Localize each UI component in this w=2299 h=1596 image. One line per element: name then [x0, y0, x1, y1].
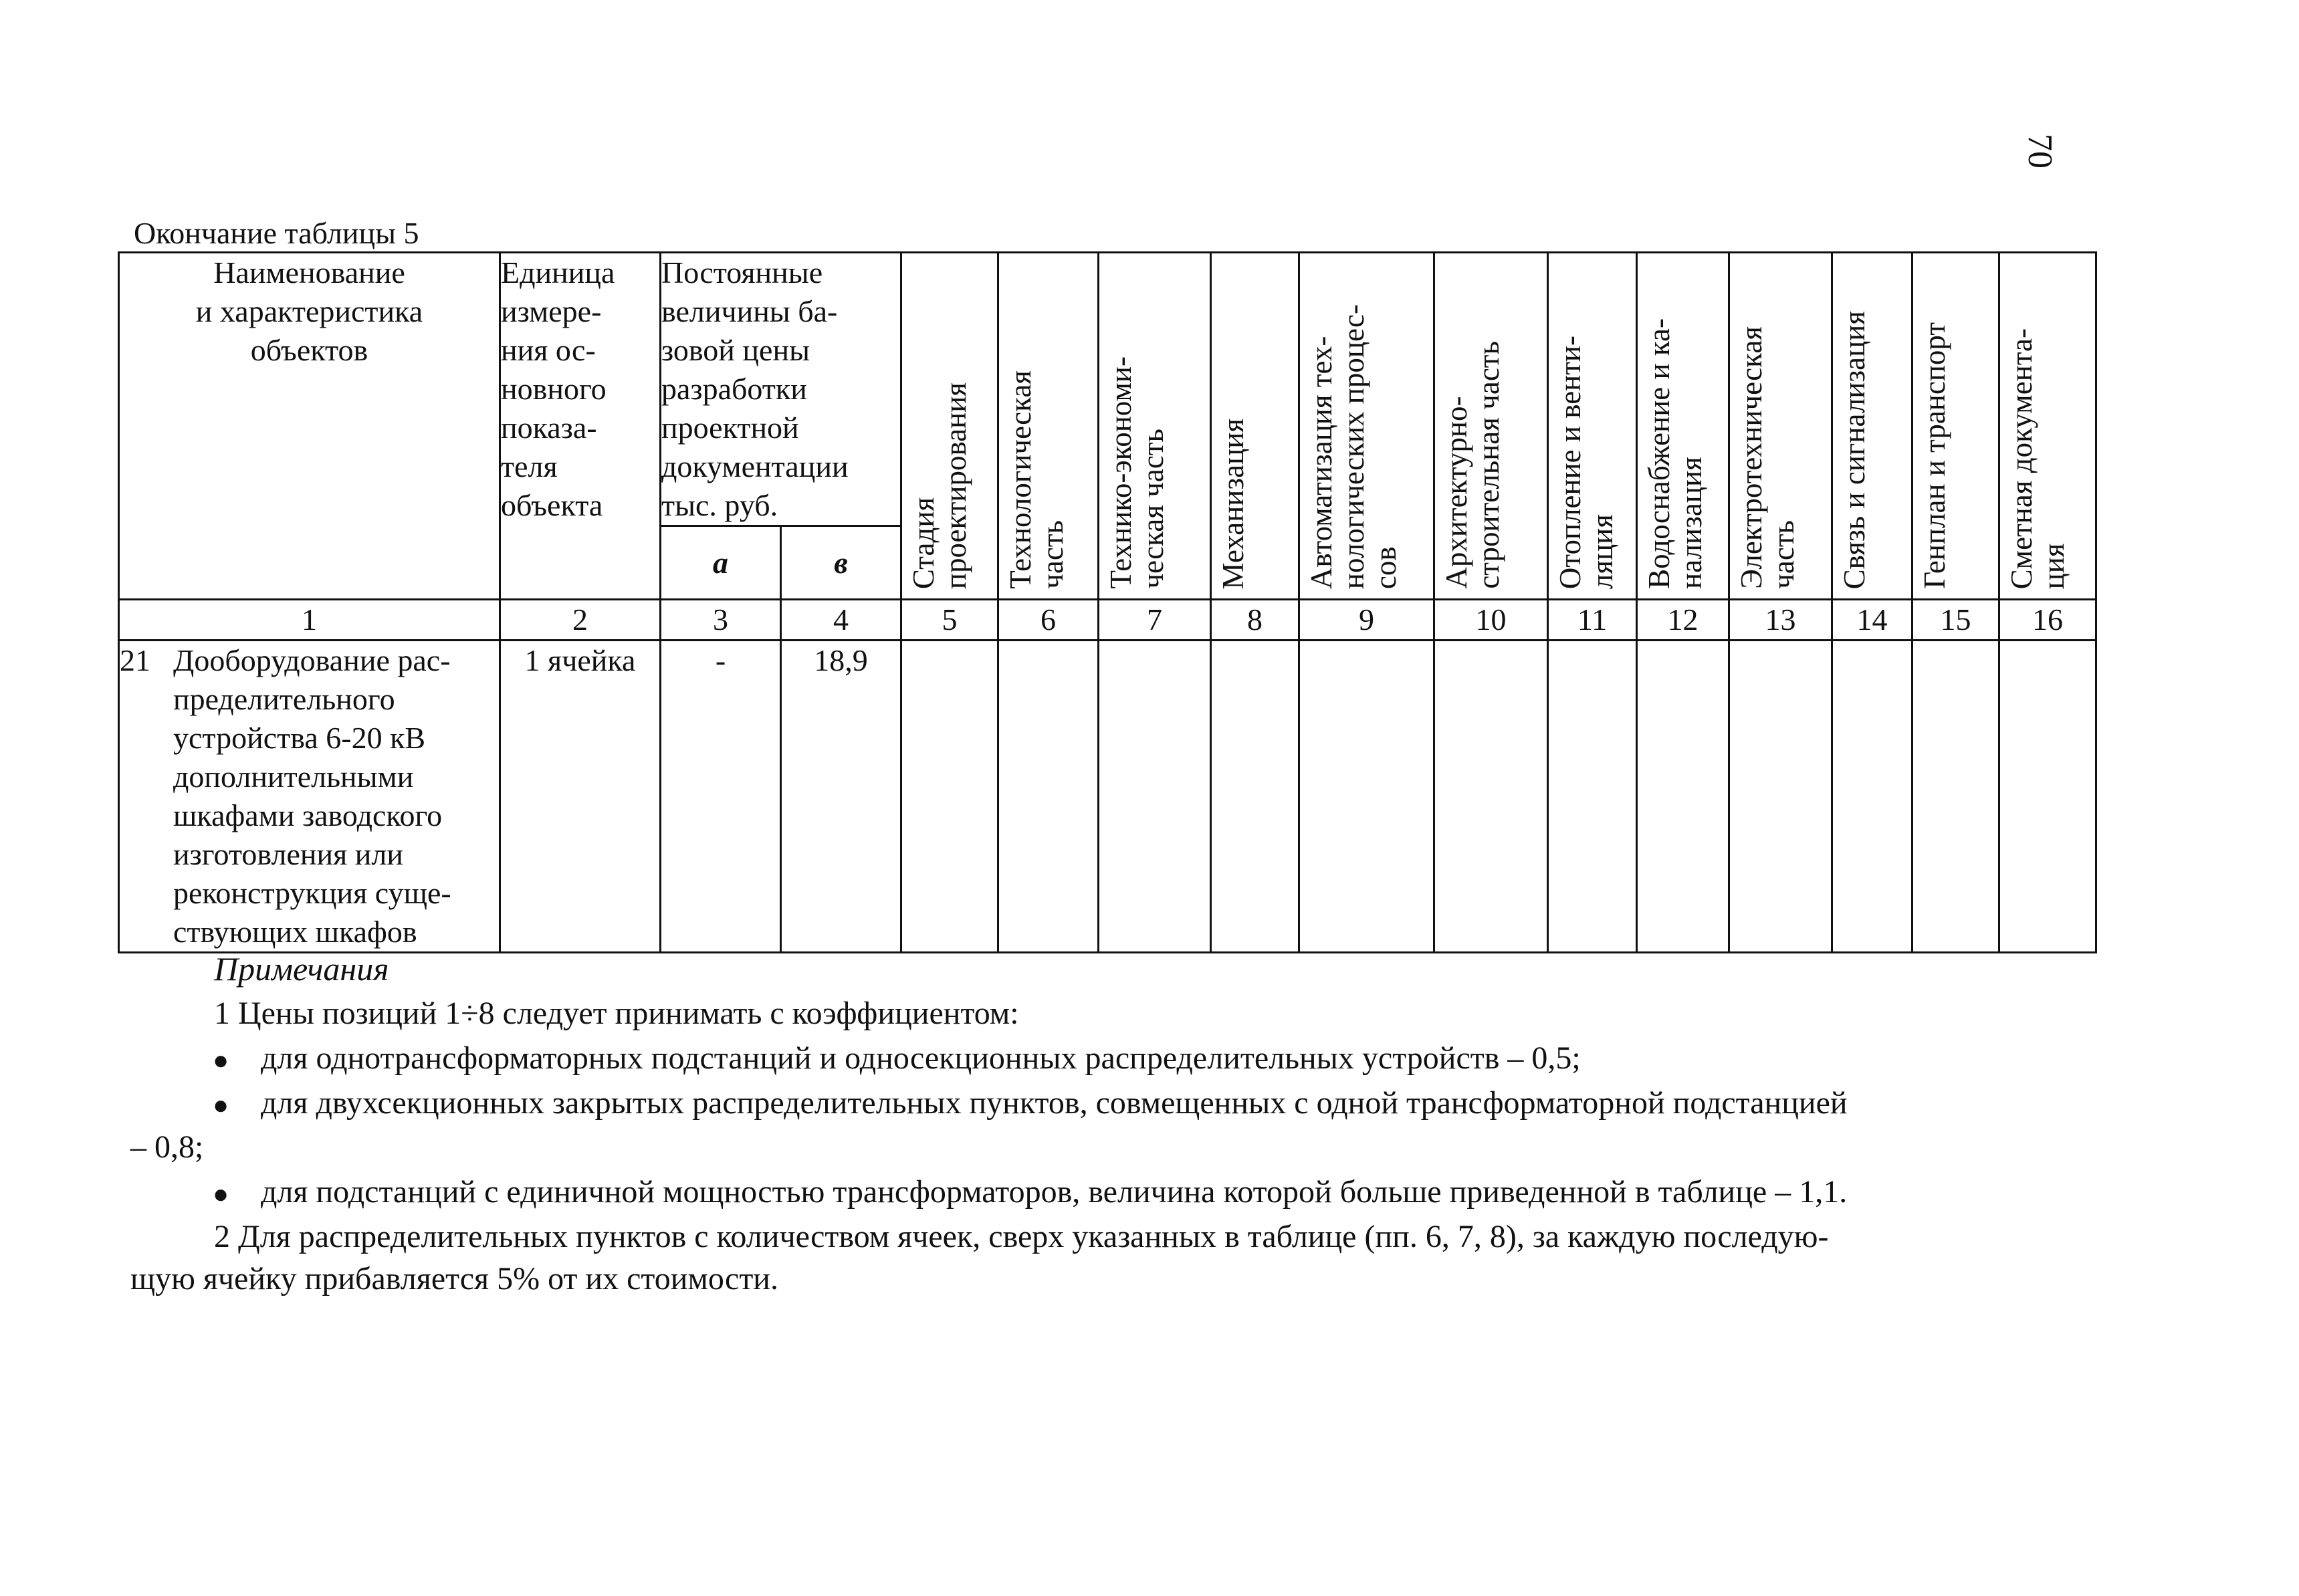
row-name-cell [119, 641, 500, 953]
empty-cell [1099, 641, 1211, 953]
table-row [119, 641, 2096, 953]
bullet-icon: ● [213, 1179, 229, 1209]
col-number: 6 [998, 600, 1099, 641]
column-number-row [119, 600, 2096, 641]
col-number: 16 [1999, 600, 2096, 641]
header-col-16: Сметная документа- ция [1999, 253, 2096, 600]
empty-cell [1637, 641, 1729, 953]
note-bullet-2: для двухсекционных закрытых распределительных пунктов, совмещенных с одной трансформаторной подстанцией [261, 1085, 1848, 1121]
col-number: 5 [901, 600, 998, 641]
empty-cell [1999, 641, 2096, 953]
col-number: 10 [1434, 600, 1548, 641]
col-number: 2 [500, 600, 661, 641]
col-number: 4 [781, 600, 901, 641]
empty-cell [901, 641, 998, 953]
header-col-10: Архитектурно- строительная часть [1434, 253, 1548, 600]
header-name: Наименование и характеристика объектов [119, 253, 500, 600]
col-number: 14 [1832, 600, 1912, 641]
col-number: 1 [119, 600, 500, 641]
header-col-7: Технико-экономи- ческая часть [1099, 253, 1211, 600]
note-1: 1 Цены позиций 1÷8 следует принимать с коэффициентом: [214, 996, 1019, 1031]
col-number: 11 [1548, 600, 1637, 641]
row-value-a: - [661, 641, 781, 953]
col-number: 15 [1912, 600, 1999, 641]
col-number: 12 [1637, 600, 1729, 641]
header-col-12: Водоснабжение и ка- нализация [1637, 253, 1729, 600]
col-number: 13 [1729, 600, 1832, 641]
empty-cell [1299, 641, 1434, 953]
empty-cell [1211, 641, 1299, 953]
header-col-13: Электротехническая часть [1729, 253, 1832, 600]
data-table [118, 251, 2097, 953]
header-constant: Постоянные величины ба- зовой цены разработки проектной документации тыс. руб. [661, 253, 901, 526]
row-value-b: 18,9 [781, 641, 901, 953]
row-index: 21 [120, 643, 150, 677]
header-col-6: Технологическая часть [998, 253, 1099, 600]
header-col-14: Связь и сигнализация [1832, 253, 1912, 600]
note-bullet-1: для однотрансформаторных подстанций и односекционных распределительных устройств – 0,5; [261, 1040, 1581, 1076]
notes-title: Примечания [214, 950, 389, 988]
row-name: Дооборудование рас- пределительного устройства 6-20 кВ дополнительными шкафами заводского изготовления или реконструкция суще- ствующих шкафов [173, 643, 451, 949]
row-unit: 1 ячейка [500, 641, 661, 953]
table-caption: Окончание таблицы 5 [134, 216, 419, 250]
col-number: 7 [1099, 600, 1211, 641]
header-unit: Единица измере- ния ос- новного показа- теля объекта [500, 253, 661, 600]
header-col-15: Генплан и транспорт [1912, 253, 1999, 600]
bullet-icon: ● [213, 1045, 229, 1075]
note-2: 2 Для распределительных пунктов с количеством ячеек, сверх указанных в таблице (пп. 6, 7, 8), за каждую последую- [214, 1219, 1829, 1254]
empty-cell [1832, 641, 1912, 953]
note-bullet-2-cont: – 0,8; [130, 1129, 204, 1165]
header-col-9: Автоматизация тех- нологических процес- сов [1299, 253, 1434, 600]
header-sub-b: в [781, 526, 901, 600]
empty-cell [1434, 641, 1548, 953]
col-number: 3 [661, 600, 781, 641]
empty-cell [1912, 641, 1999, 953]
empty-cell [1729, 641, 1832, 953]
col-number: 9 [1299, 600, 1434, 641]
col-number: 8 [1211, 600, 1299, 641]
note-bullet-3: для подстанций с единичной мощностью трансформаторов, величина которой больше приведенной в таблице – 1,1. [261, 1174, 1848, 1210]
note-2-cont: щую ячейку прибавляется 5% от их стоимости. [130, 1261, 778, 1296]
bullet-icon: ● [213, 1090, 229, 1120]
empty-cell [1548, 641, 1637, 953]
header-col-11: Отопление и венти- ляция [1548, 253, 1637, 600]
header-col-8: Механизация [1211, 253, 1299, 600]
page-number: 70 [2021, 134, 2059, 168]
header-col-5: Стадия проектирования [901, 253, 998, 600]
header-sub-a: а [661, 526, 781, 600]
empty-cell [998, 641, 1099, 953]
